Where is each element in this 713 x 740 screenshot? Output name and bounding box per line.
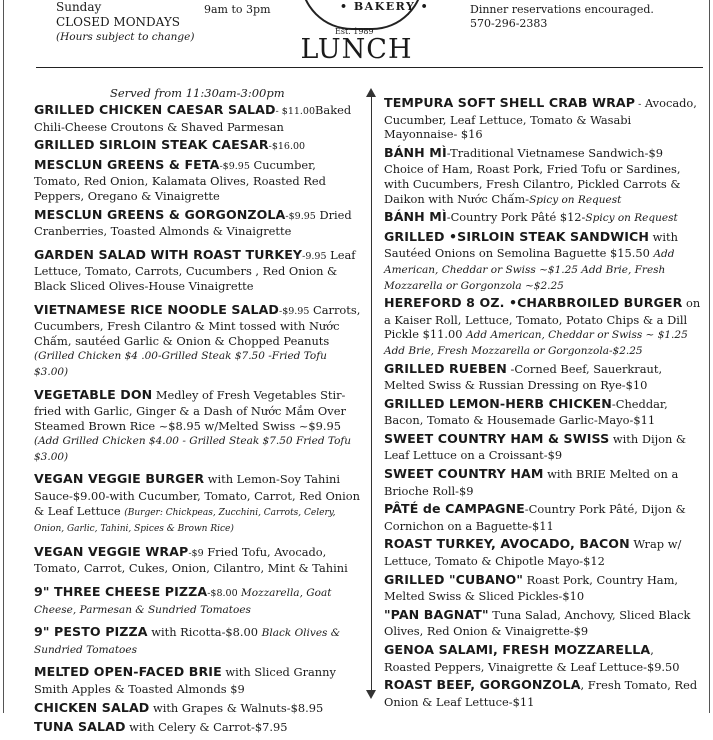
sunday-hours: 9am to 3pm [204, 3, 271, 16]
menu-item [34, 545, 364, 577]
item-description: with Sautéed Onions on Semolina Baguette $15.50 [384, 229, 678, 261]
item-price: -9.95 [302, 250, 327, 262]
item-name: GRILLED "CUBANO" [384, 571, 523, 587]
item-name: BÁNH MÌ [384, 209, 447, 225]
item-name: SWEET COUNTRY HAM [384, 466, 544, 482]
right-frame-line [709, 0, 710, 713]
menu-item [384, 432, 704, 464]
item-price: -$9.95 [219, 160, 250, 172]
item-price: - [635, 99, 642, 110]
closed-label: CLOSED MONDAYS [56, 15, 180, 29]
item-description: , Roasted Peppers, Vinaigrette & Leaf Lettuce-$9.50 [384, 643, 680, 674]
item-name: MESCLUN GREENS & FETA [34, 156, 220, 172]
item-name: GENOA SALAMI, FRESH MOZZARELLA [384, 642, 651, 657]
item-description: -Country Pork Pâté $12- [446, 210, 586, 225]
item-name: MELTED OPEN-FACED BRIE [34, 664, 222, 680]
item-name: 9" THREE CHEESE PIZZA [34, 584, 208, 600]
item-description: Fried Tofu, Avocado, Tomato, Carrot, Cukes, Onion, Cilantro, Mint & Tahini [34, 544, 348, 576]
menu-item [34, 625, 364, 657]
item-description: with Celery & Carrot-$7.95 [125, 720, 288, 735]
item-note: Spicy on Request [529, 193, 622, 206]
item-name: VEGAN VEGGIE WRAP [34, 543, 189, 559]
item-description: , Fresh Tomato, Red Onion & Leaf Lettuce-$11 [384, 678, 698, 709]
item-description: -Cheddar, Bacon, Tomato & Housemade Garlic-Mayo-$11 [384, 396, 668, 428]
menu-item [384, 608, 704, 640]
item-name: TEMPURA SOFT SHELL CRAB WRAP [384, 95, 636, 110]
menu-item [34, 585, 364, 617]
day-label: Sunday [56, 0, 102, 14]
menu-item [34, 248, 364, 295]
item-note: (Burger: Chickpeas, Zucchini, Carrots, Celery, Onion, Garlic, Tahini, Spices & Brown Rice) [34, 507, 336, 535]
left-frame-line [3, 0, 4, 713]
item-description: Carrots, Cucumbers, Fresh Cilantro & Mint tossed with Nước Chấm, sautéed Garlic & Onion & Chopped Peanuts [34, 302, 361, 348]
menu-item [384, 296, 704, 358]
menu-item [384, 678, 704, 710]
item-name: SWEET COUNTRY HAM & SWISS [384, 430, 610, 446]
item-note: (Grilled Chicken $4 .00-Grilled Steak $7.50 -Fried Tofu $3.00) [34, 350, 327, 378]
item-name: CHICKEN SALAD [34, 699, 150, 715]
reservation-note: Dinner reservations encouraged. [470, 3, 654, 16]
item-description: -Traditional Vietnamese Sandwich-$9 Choice of Ham, Roast Pork, Fried Tofu or Sardines, with Cucumbers, Fresh Cilantro, Pickled Carrots & Daikon with Nước Chấm- [384, 145, 681, 206]
item-note: Black Olives & Sundried Tomatoes [34, 627, 341, 656]
item-note: (Add Grilled Chicken $4.00 - Grilled Steak $7.50 Fried Tofu $3.00) [34, 435, 352, 463]
logo-bakery-text: • BAKERY • [340, 0, 430, 13]
right-menu-column [384, 96, 704, 713]
item-name: BÁNH MÌ [384, 144, 447, 160]
item-name: HEREFORD 8 OZ. •CHARBROILED BURGER [384, 295, 683, 311]
menu-item [34, 158, 364, 205]
item-note: Add American, Cheddar or Swiss ~ $1.25 Add Brie, Fresh Mozzarella or Gorgonzola-$2.25 [384, 329, 688, 357]
column-divider [371, 96, 372, 691]
menu-item [34, 208, 364, 240]
item-name: GRILLED CHICKEN CAESAR SALAD [34, 102, 276, 117]
item-name: MESCLUN GREENS & GORGONZOLA [34, 206, 286, 222]
menu-item [384, 210, 704, 227]
item-name: GRILLED •SIRLOIN STEAK SANDWICH [384, 228, 650, 244]
item-name: GARDEN SALAD WITH ROAST TURKEY [34, 246, 303, 262]
item-price: -$9.95 [285, 210, 316, 222]
menu-item [34, 701, 364, 718]
item-description: Tuna Salad, Anchovy, Sliced Black Olives, Red Onion & Vinaigrette-$9 [384, 607, 691, 639]
item-name: VEGAN VEGGIE BURGER [34, 471, 205, 487]
menu-item [384, 573, 704, 605]
menu-item [384, 96, 704, 143]
item-description: Wrap w/ Lettuce, Tomato & Chipotle Mayo-$12 [384, 537, 682, 569]
item-price: -$8.00 [207, 588, 238, 600]
item-name: GRILLED RUEBEN [384, 360, 507, 376]
menu-item [384, 502, 704, 534]
page-title: LUNCH [300, 34, 413, 65]
menu-item [34, 388, 364, 465]
item-description: Roast Pork, Country Ham, Melted Swiss & Sliced Pickles-$10 [384, 572, 679, 604]
menu-item [34, 103, 364, 135]
item-description: with Sliced Granny Smith Apples & Toasted Almonds $9 [34, 665, 336, 696]
item-description: -Country Pork Pâté, Dijon & Cornichon on a Baguette-$11 [384, 502, 686, 533]
menu-item [34, 472, 364, 536]
hours-note: (Hours subject to change) [56, 31, 195, 43]
menu-item [384, 537, 704, 569]
menu-item [384, 230, 704, 293]
item-name: TUNA SALAD [34, 719, 126, 735]
item-description: Leaf Lettuce, Tomato, Carrots, Cucumbers , Red Onion & Black Sliced Olives-House Vinaigrette [34, 247, 356, 293]
item-description: Baked Chili-Cheese Croutons & Shaved Parmesan [34, 103, 352, 134]
menu-item [384, 643, 704, 675]
item-description: Medley of Fresh Vegetables Stir-fried with Garlic, Ginger & a Dash of Nước Mắm Over Steamed Brown Rice ~$8.95 w/Melted Swiss ~$9.95 [34, 387, 346, 433]
item-price: -$9 [188, 547, 204, 559]
item-name: VEGETABLE DON [34, 386, 153, 402]
item-description: with Lemon-Soy Tahini Sauce-$9.00-with Cucumber, Tomato, Carrot, Red Onion & Leaf Lettuce [34, 472, 360, 518]
item-name: ROAST BEEF, GORGONZOLA [384, 677, 581, 693]
item-price: -$16.00 [268, 141, 306, 153]
menu-item [34, 303, 364, 380]
item-description: with BRIE Melted on a Brioche Roll-$9 [384, 467, 679, 498]
menu-item [34, 665, 364, 697]
item-note: Spicy on Request [585, 212, 678, 225]
item-name: ROAST TURKEY, AVOCADO, BACON [384, 536, 630, 552]
item-description: -Corned Beef, Sauerkraut, Melted Swiss & Russian Dressing on Rye-$10 [384, 361, 663, 393]
menu-item [34, 138, 364, 155]
item-name: PÂTÉ de CAMPAGNE [384, 501, 525, 517]
served-hours: Served from 11:30am-3:00pm [110, 86, 285, 100]
item-name: GRILLED SIRLOIN STEAK CAESAR [34, 137, 269, 153]
menu-item [34, 720, 364, 737]
phone-number: 570-296-2383 [470, 17, 548, 30]
item-name: GRILLED LEMON-HERB CHICKEN [384, 395, 612, 411]
item-description: Dried Cranberries, Toasted Almonds & Vinaigrette [34, 207, 352, 239]
menu-item [384, 397, 704, 429]
menu-item [384, 362, 704, 394]
item-description: Avocado, Cucumber, Leaf Lettuce, Tomato & Wasabi Mayonnaise- $16 [384, 96, 697, 142]
item-note: Add American, Cheddar or Swiss ~$1.25 Add Brie, Fresh Mozzarella or Gorgonzola ~$2.25 [384, 248, 675, 292]
item-description: Cucumber, Tomato, Red Onion, Kalamata Olives, Roasted Red Peppers, Oregano & Vinaigrette [34, 157, 326, 203]
menu-item [384, 467, 704, 499]
item-description: with Ricotta-$8.00 [147, 625, 262, 640]
logo-est-text: Est. 1989 [335, 27, 374, 36]
item-name: 9" PESTO PIZZA [34, 624, 148, 640]
item-description: on a Kaiser Roll, Lettuce, Tomato, Potato Chips & a Dill Pickle $11.00 [384, 296, 701, 342]
item-name: VIETNAMESE RICE NOODLE SALAD [34, 301, 279, 317]
item-name: "PAN BAGNAT" [384, 606, 489, 622]
menu-item [384, 146, 704, 207]
item-description: with Dijon & Leaf Lettuce on a Croissant-$9 [384, 431, 687, 463]
item-price: -$9.95 [278, 305, 310, 317]
item-price: - $11.00 [275, 106, 316, 117]
header-divider [36, 67, 703, 68]
left-menu-column [34, 103, 364, 740]
arrow-down-icon [366, 690, 376, 699]
item-note: Mozzarella, Goat Cheese, Parmesan & Sundried Tomatoes [34, 587, 332, 616]
item-description: with Grapes & Walnuts-$8.95 [149, 700, 324, 715]
reservation-block [470, 3, 654, 31]
